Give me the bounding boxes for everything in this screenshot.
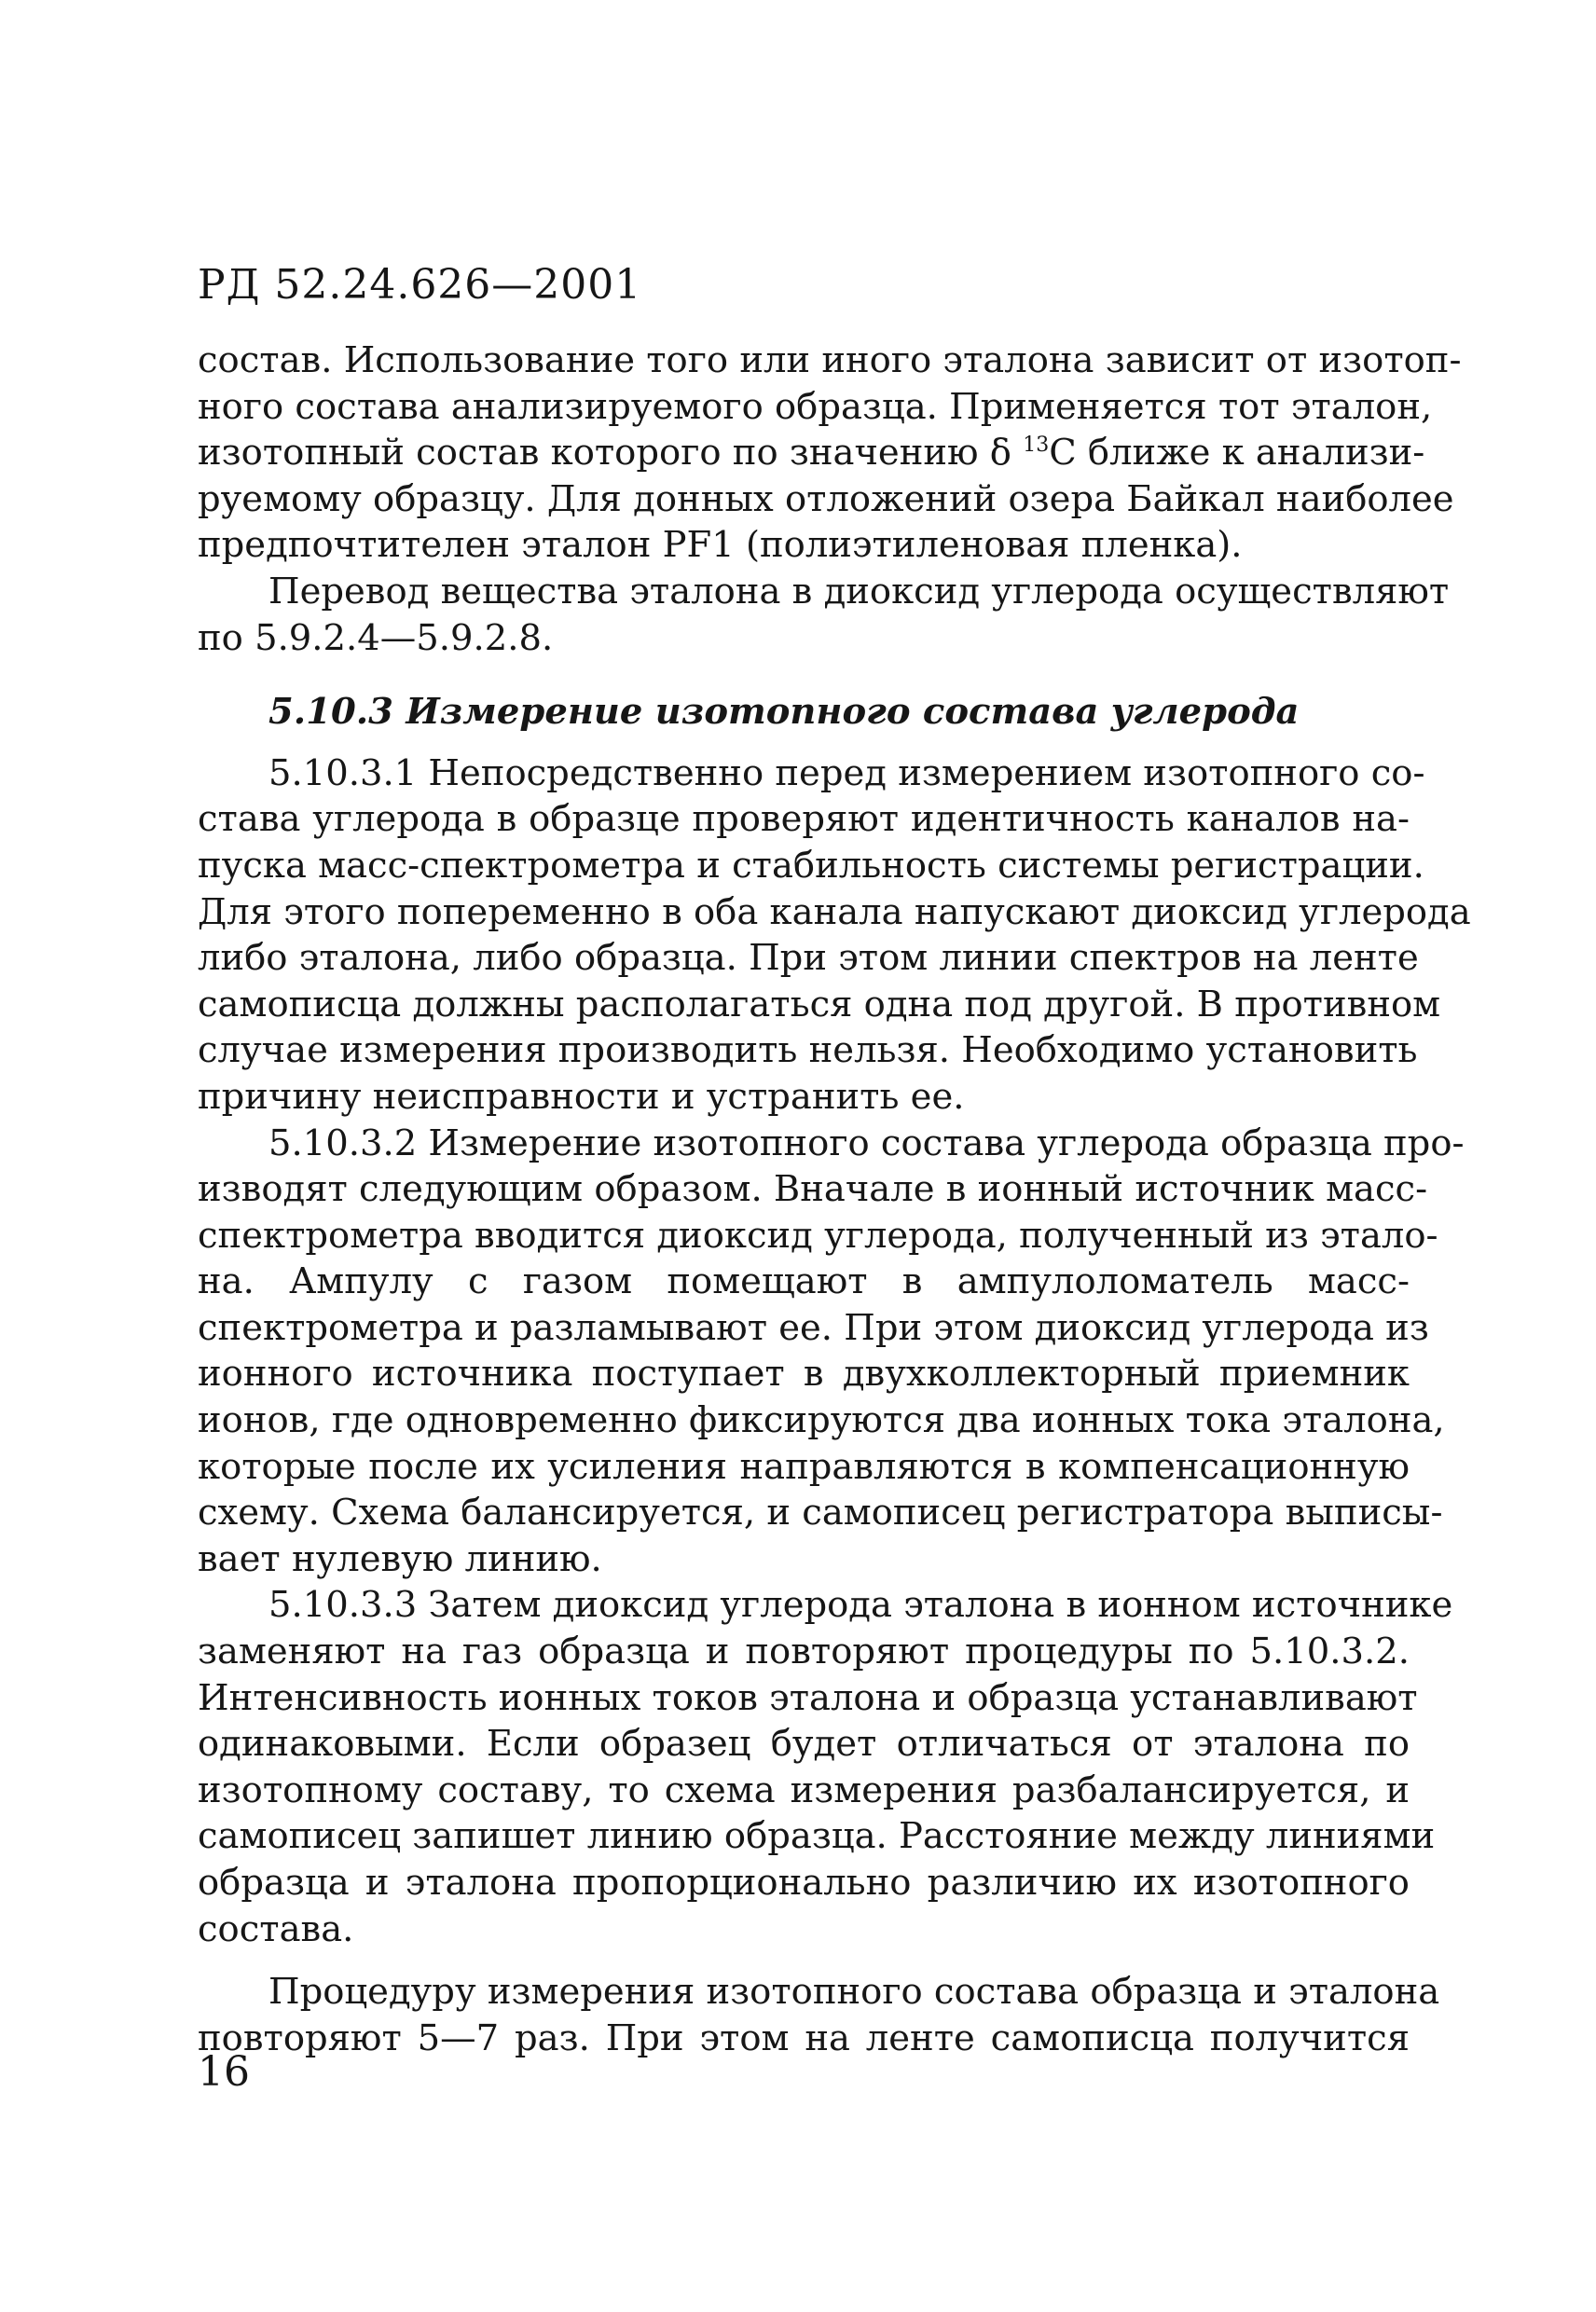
text-line: ного состава анализируемого образца. Применяется тот эталон, <box>198 385 1433 428</box>
text-line: Интенсивность ионных токов эталона и образца устанавливают <box>198 1676 1418 1719</box>
text-line: по 5.9.2.4—5.9.2.8. <box>198 616 554 659</box>
text-line: руемому образцу. Для донных отложений озера Байкал наиболее <box>198 477 1454 520</box>
paragraph-conversion <box>198 569 1450 661</box>
text-line: случае измерения производить нельзя. Необходимо установить <box>198 1029 1418 1072</box>
paragraph-standard-composition <box>198 337 1462 569</box>
text-line: Для этого попеременно в оба канала напускают диоксид углерода <box>198 890 1471 933</box>
paragraph-5-10-3-3 <box>198 1582 1453 1952</box>
text-line: спектрометра и разламывают ее. При этом диоксид углерода из <box>198 1306 1429 1349</box>
text-line: самописец запишет линию образца. Расстояние между линиями <box>198 1815 1436 1858</box>
text-line: состав. Использование того или иного эталона зависит от изотоп- <box>198 339 1462 381</box>
text-line: спектрометра вводится диоксид углерода, полученный из этало- <box>198 1214 1438 1257</box>
text-line: предпочтителен эталон PF1 (полиэтиленовая пленка). <box>198 524 1243 567</box>
text-line: вает нулевую линию. <box>198 1537 602 1580</box>
text-line: пуска масс-спектрометра и стабильность системы регистрации. <box>198 844 1424 887</box>
text-line: повторяют 5—7 раз. При этом на ленте самописца получится <box>198 2016 1410 2059</box>
text-line: ионного источника поступает в двухколлекторный приемник <box>198 1353 1410 1396</box>
page-number: 16 <box>198 2048 250 2096</box>
text-line: схему. Схема балансируется, и самописец регистратора выписы- <box>198 1492 1443 1534</box>
text-line: 5.10.3.3 Затем диоксид углерода эталона в ионном источнике <box>268 1584 1453 1627</box>
body-text <box>198 337 1471 2061</box>
paragraph-spacer <box>198 1952 1410 1969</box>
text-line: причину неисправности и устранить ее. <box>198 1075 965 1118</box>
text-line-delta <box>198 430 1425 476</box>
text-fragment: изотопный состав которого по значению δ <box>198 432 1024 475</box>
text-line: 5.10.3.2 Измерение изотопного состава углерода образца про- <box>268 1122 1465 1164</box>
text-line: которые после их усиления направляются в компенсационную <box>198 1445 1410 1488</box>
text-line: состава. <box>198 1907 354 1950</box>
text-line: изводят следующим образом. Вначале в ионный источник масс- <box>198 1168 1428 1211</box>
text-line: одинаковыми. Если образец будет отличаться от эталона по <box>198 1723 1410 1766</box>
text-line: ионов, где одновременно фиксируются два ионных тока эталона, <box>198 1399 1445 1442</box>
paragraph-repeat-procedure <box>198 1969 1440 2061</box>
text-line: либо эталона, либо образца. При этом линии спектров на ленте <box>198 937 1419 980</box>
paragraph-5-10-3-1 <box>198 750 1471 1121</box>
superscript-isotope: 13 <box>1023 434 1050 458</box>
text-line: става углерода в образце проверяют идентичность каналов на- <box>198 798 1410 841</box>
text-line: самописца должны располагаться одна под другой. В противном <box>198 983 1441 1025</box>
text-line: Перевод вещества эталона в диоксид углерода осуществляют <box>268 570 1450 612</box>
text-line: изотопному составу, то схема измерения разбалансируется, и <box>198 1768 1410 1811</box>
paragraph-5-10-3-2 <box>198 1121 1465 1583</box>
text-line: образца и эталона пропорционально различию их изотопного <box>198 1862 1410 1904</box>
section-heading: 5.10.3 Измерение изотопного состава углерода <box>268 691 1300 734</box>
text-line: заменяют на газ образца и повторяют процедуры по 5.10.3.2. <box>198 1631 1410 1673</box>
text-fragment: С ближе к анализи- <box>1049 432 1425 475</box>
text-line: на. Ампулу с газом помещают в ампулоломатель масс- <box>198 1260 1410 1303</box>
document-code-header: РД 52.24.626—2001 <box>198 261 642 309</box>
text-line: 5.10.3.1 Непосредственно перед измерением изотопного со- <box>268 751 1425 794</box>
text-line: Процедуру измерения изотопного состава образца и эталона <box>268 1971 1440 2014</box>
